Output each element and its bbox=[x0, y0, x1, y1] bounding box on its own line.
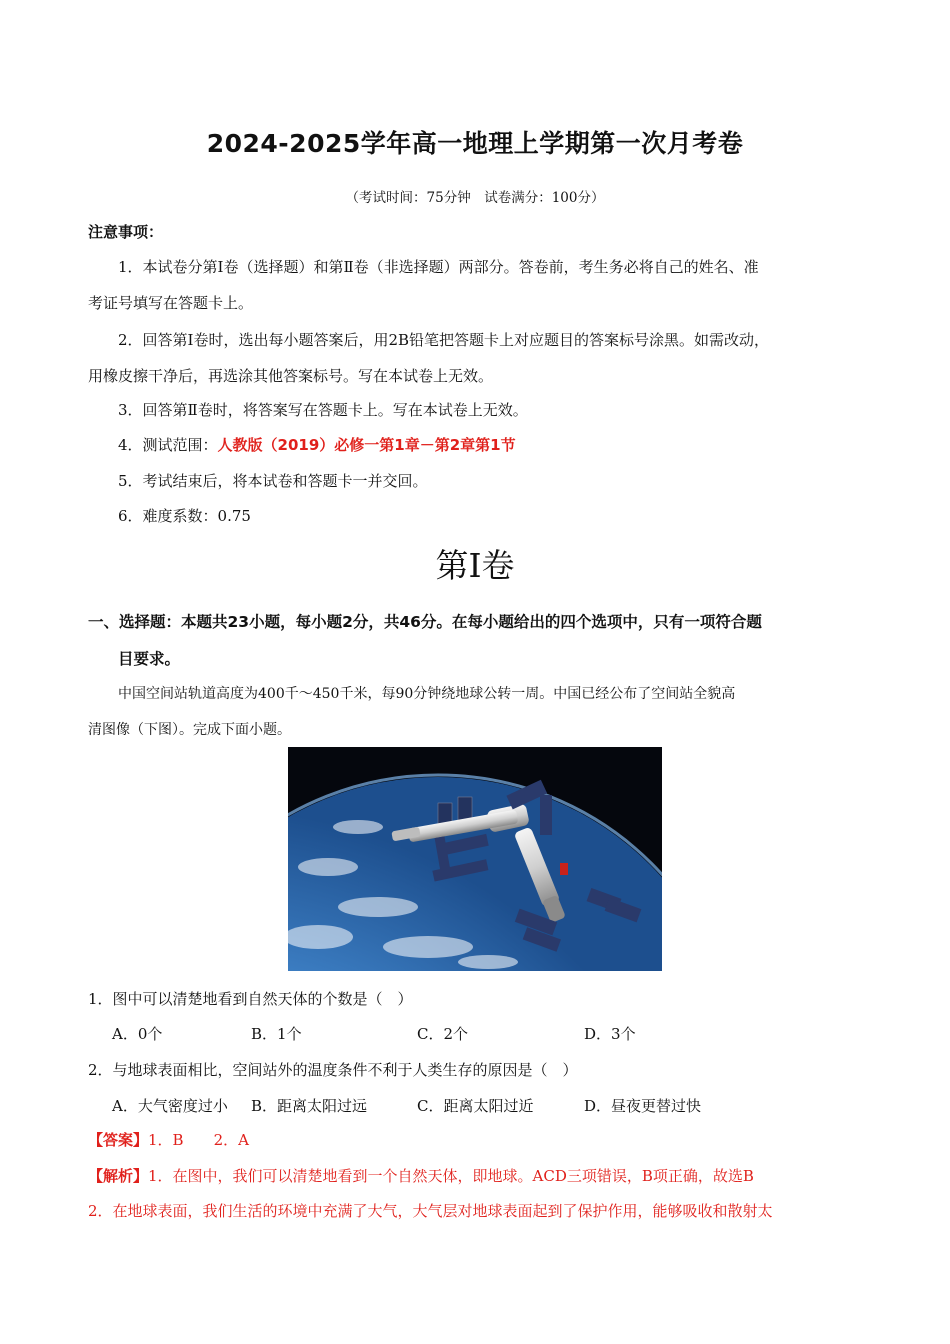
notice-item-2a: 2．回答第Ⅰ卷时，选出每小题答案后，用2B铅笔把答题卡上对应题目的答案标号涂黑。如需改动， bbox=[118, 331, 770, 349]
q1-option-a: A．0个 bbox=[112, 1025, 163, 1043]
answer-text: 1．B 2．A bbox=[148, 1131, 249, 1149]
notice-item-3: 3．回答第Ⅱ卷时，将答案写在答题卡上。写在本试卷上无效。 bbox=[118, 401, 528, 419]
q1-option-b: B．1个 bbox=[251, 1025, 302, 1043]
notice-item-4 bbox=[118, 434, 516, 455]
analysis-label: 【解析】 bbox=[88, 1167, 149, 1185]
space-station-illustration bbox=[288, 747, 662, 971]
q1-stem: 1．图中可以清楚地看到自然天体的个数是（ ） bbox=[88, 990, 413, 1008]
notice-item-1a: 1．本试卷分第Ⅰ卷（选择题）和第Ⅱ卷（非选择题）两部分。答卷前，考生务必将自己的姓名、准 bbox=[118, 258, 759, 276]
notice-item-4-prefix: 4．测试范围： bbox=[118, 436, 218, 454]
analysis-line-1 bbox=[88, 1165, 754, 1186]
notice-item-5: 5．考试结束后，将本试卷和答题卡一并交回。 bbox=[118, 472, 428, 490]
notice-item-6: 6．难度系数：0.75 bbox=[118, 507, 251, 525]
q2-stem: 2．与地球表面相比，空间站外的温度条件不利于人类生存的原因是（ ） bbox=[88, 1061, 578, 1079]
q2-option-c: C．距离太阳过近 bbox=[417, 1097, 534, 1115]
q1-option-c: C．2个 bbox=[417, 1025, 469, 1043]
material-line-a: 中国空间站轨道高度为400千～450千米，每90分钟绕地球公转一周。中国已经公布了空间站全貌高 bbox=[118, 686, 736, 702]
section-header-a: 一、选择题：本题共23小题，每小题2分，共46分。在每小题给出的四个选项中，只有一项符合题 bbox=[88, 613, 762, 631]
section-header-b: 目要求。 bbox=[118, 650, 181, 668]
analysis-line-2: 2．在地球表面，我们生活的环境中充满了大气，大气层对地球表面起到了保护作用，能够吸收和散射太 bbox=[88, 1202, 773, 1220]
space-station-photo bbox=[288, 747, 662, 971]
section-title: 第Ⅰ卷 bbox=[435, 546, 515, 585]
exam-title: 2024-2025学年高一地理上学期第一次月考卷 bbox=[206, 129, 744, 158]
q1-option-d: D．3个 bbox=[584, 1025, 636, 1043]
answer-label: 【答案】 bbox=[88, 1131, 149, 1149]
q2-option-a: A．大气密度过小 bbox=[112, 1097, 228, 1115]
analysis-text-1: 1．在图中，我们可以清楚地看到一个自然天体，即地球。ACD三项错误，B项正确，故选B bbox=[148, 1167, 754, 1185]
notice-heading: 注意事项： bbox=[88, 223, 164, 241]
exam-subtitle: （考试时间：75分钟 试卷满分：100分） bbox=[345, 190, 605, 206]
q2-option-b: B．距离太阳过远 bbox=[251, 1097, 368, 1115]
notice-item-1b: 考证号填写在答题卡上。 bbox=[88, 294, 254, 312]
answer-line bbox=[88, 1129, 249, 1150]
material-line-b: 清图像（下图）。完成下面小题。 bbox=[88, 722, 291, 738]
notice-item-2b: 用橡皮擦干净后，再选涂其他答案标号。写在本试卷上无效。 bbox=[88, 367, 494, 385]
test-scope: 人教版（2019）必修一第1章－第2章第1节 bbox=[217, 436, 516, 454]
q2-option-d: D．昼夜更替过快 bbox=[584, 1097, 702, 1115]
